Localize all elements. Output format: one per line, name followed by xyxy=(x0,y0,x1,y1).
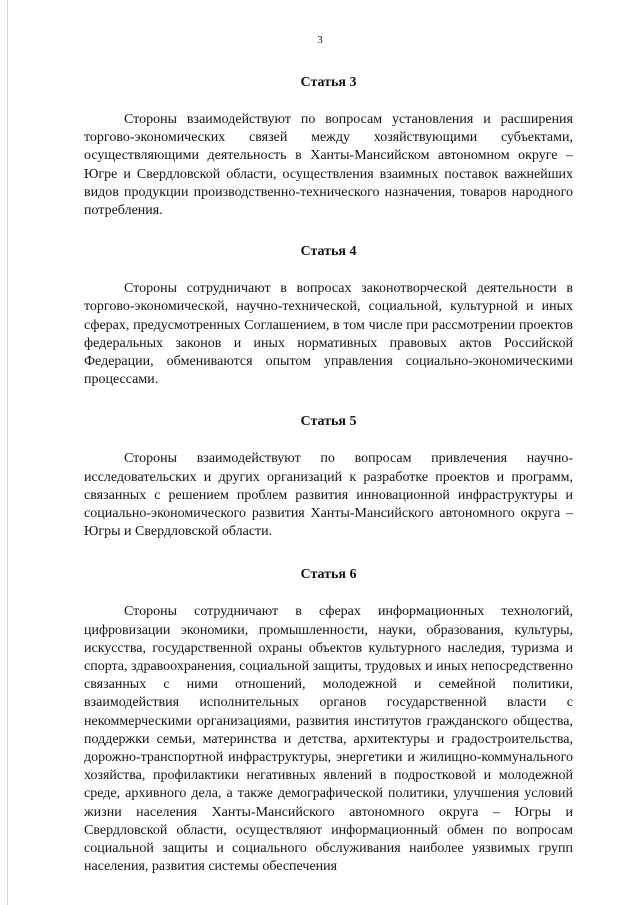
article-gap xyxy=(84,541,573,566)
article-4-body: Стороны сотрудничают в вопросах законотворческой деятельности в торгово-экономической, научно-технической, социальной, культурной и иных сферах, предусмотренных Соглашением, в том числе при рассмотрении проектов федеральных законов и иных нормативных правовых актов Российской Федерации, обмениваются опытом управления социально-экономическими процессами. xyxy=(84,281,573,388)
article-6-body: Стороны сотрудничают в сферах информационных технологий, цифровизации экономики, промышленности, науки, образования, культуры, искусства, государственной охраны объектов культурного наследия, туризма и спорта, здравоохранения, социальной защиты, трудовых и иных непосредственно связанных с ними отношений, молодежной и семейной политики, взаимодействия исполнительных органов государственной власти с некоммерческими организациями, развития институтов гражданского общества, поддержки семьи, материнства и детства, архитектуры и градостроительства, дорожно-транспортной инфраструктуры, энергетики и жилищно-коммунального хозяйства, профилактики негативных явлений в подростковой и молодежной среде, архивного дела, а также демографической политики, улучшения условий жизни населения Ханты-Мансийского автономного округа – Югры и Свердловской области, осуществляют информационный обмен по вопросам социальной защиты и социального обслуживания наиболее уязвимых групп населения, развития системы обеспечения xyxy=(84,604,573,875)
article-5-title: Статья 5 xyxy=(300,414,357,430)
article-3-title: Статья 3 xyxy=(300,75,357,90)
article-5-body: Стороны взаимодействуют по вопросам привлечения научно-исследовательских и других организаций к разработке проектов и программ, связанных с решением проблем развития инновационной инфраструктуры и социально-экономического развития Ханты-Мансийского автономного округа – Югры и Свердловской области. xyxy=(84,451,573,540)
document-content xyxy=(84,74,573,877)
page-number: 3 xyxy=(317,34,323,46)
article-6-title: Статья 6 xyxy=(300,567,357,583)
article-4 xyxy=(84,243,573,389)
article-3 xyxy=(84,74,573,220)
article-3-body: Стороны взаимодействуют по вопросам установления и расширения торгово-экономических связей между хозяйствующими субъектами, осуществляющими деятельность в Ханты-Мансийском автономном округе – Югре и Свердловской области, осуществления взаимных поставок важнейших видов продукции производственно-технического назначения, товаров народного потребления. xyxy=(84,112,573,219)
article-gap xyxy=(84,389,573,413)
scan-edge-line xyxy=(7,0,8,905)
article-4-title: Статья 4 xyxy=(300,244,357,260)
article-gap xyxy=(84,220,573,243)
article-6 xyxy=(84,566,573,876)
article-5 xyxy=(84,413,573,541)
